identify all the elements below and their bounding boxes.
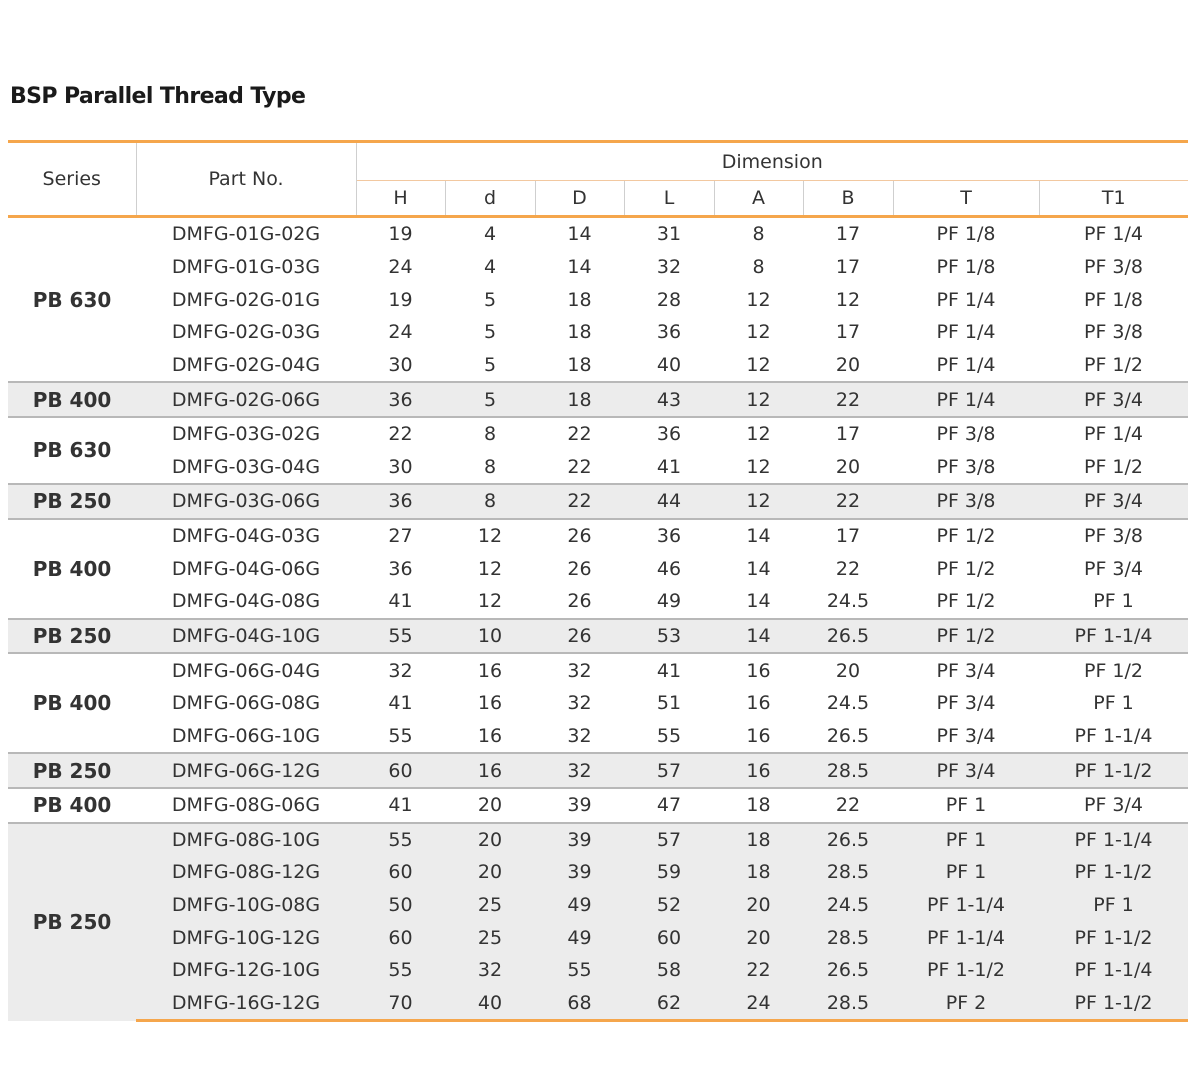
series-cell: PB 400 [8,382,136,417]
h-cell: 70 [356,987,445,1021]
part-no-cell: DMFG-03G-06G [136,484,356,519]
t-cell: PF 1-1/2 [893,954,1039,987]
b-cell: 24.5 [826,590,870,613]
b-cell: 17 [835,223,861,246]
b-cell: 24.5 [803,889,893,922]
d-small-cell: 20 [445,823,535,857]
h-cell: 32 [356,653,445,687]
t-cell: PF 1/2 [936,557,996,580]
t1-cell: PF 1 [1039,889,1188,922]
series-cell: PB 400 [8,653,136,753]
t1-cell: PF 1-1/4 [1039,954,1188,987]
l-cell: 57 [624,753,714,788]
d-cell: 18 [535,382,624,417]
t1-cell: PF 1-1/2 [1039,921,1188,954]
d-small-cell: 12 [477,557,503,580]
t1-cell: PF 3/8 [1083,321,1143,344]
b-cell: 22 [803,382,893,417]
b-cell: 17 [835,321,861,344]
l-cell: 49 [656,590,682,613]
part-no-cell: DMFG-01G-02G [171,223,321,246]
d-cell: 39 [535,788,624,823]
part-no-cell: DMFG-02G-06G [136,382,356,417]
l-cell: 52 [624,889,714,922]
l-cell: 41 [624,653,714,687]
a-cell: 14 [714,619,803,654]
b-cell: 26.5 [826,724,870,747]
t-cell: PF 1/4 [936,288,996,311]
table-row [8,519,1188,553]
l-cell: 36 [656,321,682,344]
d-cell: 22 [535,484,624,519]
a-cell: 12 [714,382,803,417]
part-no-cell: DMFG-06G-12G [136,753,356,788]
t1-cell: PF 3/8 [1039,519,1188,553]
h-cell: 22 [356,417,445,451]
b-cell: 28.5 [803,987,893,1021]
d-cell: 14 [567,255,592,278]
l-cell: 28 [656,288,682,311]
table-row [8,251,1188,284]
t-cell: PF 1/4 [936,353,996,376]
col-header-d: D [535,181,624,217]
table-row [8,921,1188,954]
series-cell: PB 400 [8,788,136,823]
h-cell: 55 [356,954,445,987]
part-no-cell: DMFG-06G-10G [171,724,321,747]
t-cell: PF 3/4 [936,692,996,715]
table-row [8,687,1188,720]
d-cell: 22 [535,417,624,451]
d-small-cell: 25 [445,889,535,922]
dimension-header: Dimension [721,150,823,173]
page-title: BSP Parallel Thread Type [10,84,306,109]
h-cell: 60 [356,753,445,788]
table-row [8,823,1188,857]
table-row [8,349,1188,383]
table-row [8,856,1188,889]
table-row [8,484,1188,519]
a-cell: 12 [746,455,771,478]
a-cell: 18 [714,856,803,889]
t-cell: PF 1/8 [936,223,996,246]
a-cell: 16 [714,653,803,687]
table-row [8,552,1188,585]
d-small-cell: 5 [445,382,535,417]
part-no-cell: DMFG-06G-08G [171,692,321,715]
l-cell: 41 [656,455,682,478]
d-cell: 39 [535,823,624,857]
b-cell: 28.5 [803,753,893,788]
a-cell: 8 [752,255,765,278]
l-cell: 51 [656,692,682,715]
d-cell: 26 [535,619,624,654]
t1-cell: PF 1 [1093,692,1134,715]
table-row [8,417,1188,451]
h-cell: 55 [356,823,445,857]
part-no-cell: DMFG-16G-12G [136,987,356,1021]
l-cell: 44 [624,484,714,519]
l-cell: 58 [624,954,714,987]
b-cell: 20 [803,653,893,687]
t1-cell: PF 1 [1093,590,1134,613]
t1-cell: PF 3/4 [1083,557,1143,580]
h-cell: 36 [356,484,445,519]
d-cell: 39 [535,856,624,889]
t1-cell: PF 1-1/4 [1074,724,1153,747]
d-small-cell: 8 [445,417,535,451]
table-row [8,619,1188,654]
b-cell: 22 [803,788,893,823]
t1-cell: PF 3/4 [1039,382,1188,417]
b-cell: 28.5 [803,921,893,954]
l-cell: 31 [656,223,682,246]
series-cell: PB 250 [8,823,136,1021]
part-no-cell: DMFG-04G-03G [136,519,356,553]
d-small-cell: 16 [445,753,535,788]
d-small-cell: 16 [445,653,535,687]
l-cell: 47 [624,788,714,823]
d-cell: 32 [535,653,624,687]
col-header-b: B [803,181,893,217]
h-cell: 30 [388,353,413,376]
t-cell: PF 1/2 [893,519,1039,553]
a-cell: 14 [746,590,771,613]
l-cell: 59 [624,856,714,889]
t-cell: PF 3/4 [893,653,1039,687]
col-header-d-small: d [445,181,535,217]
part-no-cell: DMFG-10G-08G [136,889,356,922]
col-header-t: T [893,181,1039,217]
t1-cell: PF 1/8 [1083,288,1143,311]
t-cell: PF 3/8 [936,455,996,478]
d-small-cell: 8 [445,484,535,519]
col-header-t1: T1 [1039,181,1188,217]
t-cell: PF 1-1/4 [893,921,1039,954]
a-cell: 12 [746,321,771,344]
series-cell: PB 250 [8,484,136,519]
l-cell: 40 [656,353,682,376]
table-row [8,788,1188,823]
col-header-a: A [714,181,803,217]
d-small-cell: 4 [483,223,497,246]
t1-cell: PF 1/2 [1039,653,1188,687]
part-no-cell: DMFG-06G-04G [136,653,356,687]
a-cell: 14 [714,519,803,553]
t1-cell: PF 3/8 [1083,255,1143,278]
t-cell: PF 1 [893,788,1039,823]
t-cell: PF 1 [893,823,1039,857]
table-row [8,753,1188,788]
t1-cell: PF 1-1/4 [1039,619,1188,654]
h-cell: 19 [388,288,413,311]
table-body [8,217,1188,1021]
t-cell: PF 1/2 [936,590,996,613]
table-row [8,889,1188,922]
h-cell: 19 [388,223,413,246]
b-cell: 17 [803,519,893,553]
d-small-cell: 5 [483,288,497,311]
t-cell: PF 3/4 [893,753,1039,788]
table-row [8,450,1188,484]
h-cell: 36 [356,382,445,417]
a-cell: 8 [752,223,765,246]
d-cell: 26 [535,519,624,553]
part-no-cell: DMFG-08G-06G [136,788,356,823]
h-cell: 55 [356,619,445,654]
d-small-cell: 8 [483,455,497,478]
l-cell: 57 [624,823,714,857]
b-cell: 26.5 [803,954,893,987]
h-cell: 60 [356,921,445,954]
b-cell: 26.5 [803,823,893,857]
dimension-table [8,140,1188,1022]
table-row [8,217,1188,251]
l-cell: 55 [656,724,682,747]
part-no-header: Part No. [136,142,356,217]
a-cell: 16 [746,692,771,715]
part-no-cell: DMFG-02G-01G [171,288,321,311]
series-header: Series [8,142,136,217]
d-cell: 49 [535,889,624,922]
b-cell: 17 [835,255,861,278]
d-small-cell: 32 [445,954,535,987]
d-cell: 14 [567,223,592,246]
d-cell: 68 [535,987,624,1021]
b-cell: 28.5 [803,856,893,889]
table-row [8,585,1188,619]
b-cell: 22 [803,484,893,519]
part-no-cell: DMFG-10G-12G [136,921,356,954]
d-cell: 26 [567,557,592,580]
part-no-cell: DMFG-02G-03G [171,321,321,344]
d-small-cell: 5 [483,321,497,344]
h-cell: 60 [356,856,445,889]
t-cell: PF 1/8 [936,255,996,278]
l-cell: 60 [624,921,714,954]
a-cell: 18 [714,788,803,823]
part-no-cell: DMFG-12G-10G [136,954,356,987]
d-small-cell: 10 [445,619,535,654]
table-row [8,954,1188,987]
table-row [8,987,1188,1021]
l-cell: 46 [656,557,682,580]
t1-cell: PF 1/4 [1039,417,1188,451]
h-cell: 24 [388,321,413,344]
b-cell: 24.5 [826,692,870,715]
part-no-cell: DMFG-04G-08G [171,590,321,613]
d-small-cell: 16 [477,692,503,715]
l-cell: 36 [624,417,714,451]
a-cell: 12 [746,288,771,311]
a-cell: 12 [714,484,803,519]
part-no-cell: DMFG-08G-12G [136,856,356,889]
a-cell: 20 [714,889,803,922]
d-cell: 55 [535,954,624,987]
d-cell: 22 [567,455,592,478]
t1-cell: PF 1/4 [1083,223,1143,246]
d-small-cell: 12 [477,590,503,613]
a-cell: 18 [714,823,803,857]
h-cell: 55 [388,724,413,747]
d-cell: 18 [567,321,592,344]
d-cell: 49 [535,921,624,954]
a-cell: 16 [714,753,803,788]
b-cell: 20 [835,353,861,376]
d-small-cell: 20 [445,856,535,889]
a-cell: 22 [714,954,803,987]
d-small-cell: 40 [445,987,535,1021]
series-cell: PB 250 [8,753,136,788]
t1-cell: PF 1-1/4 [1039,823,1188,857]
t-cell: PF 2 [893,987,1039,1021]
d-small-cell: 25 [445,921,535,954]
d-small-cell: 16 [477,724,503,747]
t1-cell: PF 1-1/2 [1039,987,1188,1021]
a-cell: 24 [714,987,803,1021]
series-cell: PB 630 [32,287,112,312]
a-cell: 12 [746,353,771,376]
h-cell: 36 [388,557,413,580]
d-small-cell: 5 [483,353,497,376]
table-header [8,142,1188,217]
h-cell: 50 [356,889,445,922]
t-cell: PF 3/8 [893,417,1039,451]
a-cell: 14 [746,557,771,580]
b-cell: 22 [835,557,861,580]
table-row [8,382,1188,417]
b-cell: 26.5 [803,619,893,654]
t1-cell: PF 3/4 [1039,788,1188,823]
t-cell: PF 1 [893,856,1039,889]
t1-cell: PF 3/4 [1039,484,1188,519]
a-cell: 16 [746,724,771,747]
part-no-cell: DMFG-04G-10G [136,619,356,654]
series-cell: PB 400 [8,519,136,619]
t-cell: PF 3/4 [936,724,996,747]
b-cell: 20 [835,455,861,478]
h-cell: 41 [356,788,445,823]
a-cell: 20 [714,921,803,954]
col-header-h: H [356,181,445,217]
l-cell: 32 [656,255,682,278]
t1-cell: PF 1/2 [1083,455,1143,478]
t-cell: PF 1/2 [893,619,1039,654]
h-cell: 27 [356,519,445,553]
d-cell: 32 [535,753,624,788]
h-cell: 24 [388,255,413,278]
b-cell: 17 [803,417,893,451]
t1-cell: PF 1-1/2 [1039,753,1188,788]
d-cell: 32 [567,692,592,715]
t1-cell: PF 1/2 [1083,353,1143,376]
table-row [8,720,1188,754]
l-cell: 53 [624,619,714,654]
part-no-cell: DMFG-02G-04G [171,353,321,376]
h-cell: 30 [388,455,413,478]
part-no-cell: DMFG-03G-04G [171,455,321,478]
l-cell: 36 [624,519,714,553]
d-cell: 18 [567,288,592,311]
a-cell: 12 [714,417,803,451]
l-cell: 43 [624,382,714,417]
t-cell: PF 1-1/4 [893,889,1039,922]
series-cell: PB 630 [8,417,136,484]
t-cell: PF 1/4 [893,382,1039,417]
t1-cell: PF 1-1/2 [1039,856,1188,889]
d-small-cell: 20 [445,788,535,823]
col-header-l: L [624,181,714,217]
part-no-cell: DMFG-04G-06G [171,557,321,580]
part-no-cell: DMFG-03G-02G [136,417,356,451]
part-no-cell: DMFG-08G-10G [136,823,356,857]
d-cell: 32 [567,724,592,747]
table-row [8,316,1188,349]
table-row [8,653,1188,687]
d-small-cell: 4 [483,255,497,278]
part-no-cell: DMFG-01G-03G [171,255,321,278]
h-cell: 41 [388,692,413,715]
l-cell: 62 [624,987,714,1021]
series-cell: PB 250 [8,619,136,654]
t-cell: PF 1/4 [936,321,996,344]
t-cell: PF 3/8 [893,484,1039,519]
d-small-cell: 12 [445,519,535,553]
table-row [8,283,1188,316]
d-cell: 18 [567,353,592,376]
b-cell: 12 [835,288,861,311]
h-cell: 41 [388,590,413,613]
d-cell: 26 [567,590,592,613]
